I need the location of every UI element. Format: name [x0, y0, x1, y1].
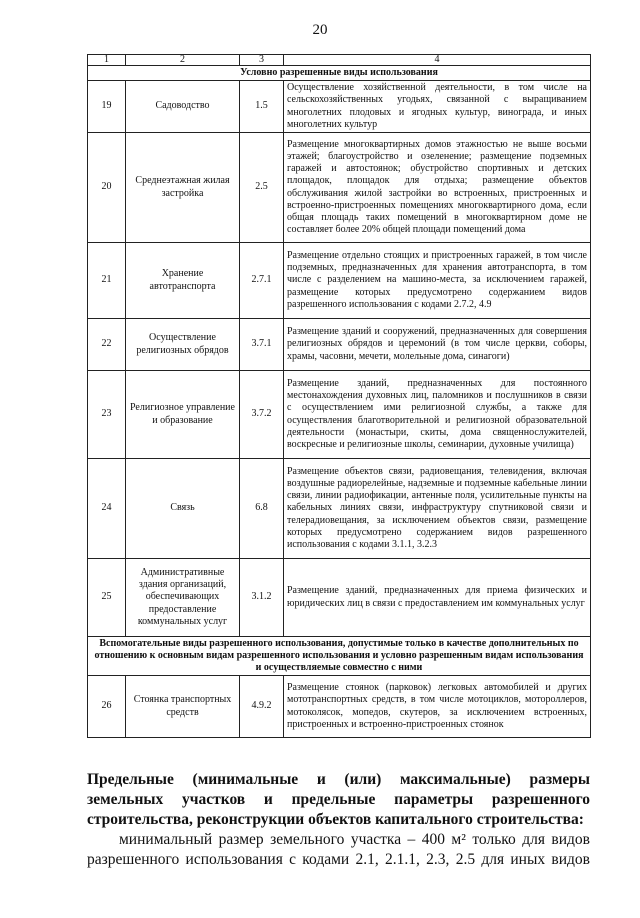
row-use-code: 1.5: [240, 81, 284, 133]
row-use-code: 6.8: [240, 459, 284, 559]
land-use-table: [87, 54, 591, 738]
row-use-name: Административные здания организаций, обеспечивающих предоставление коммунальных услуг: [126, 559, 240, 637]
table-row: [88, 459, 591, 559]
row-use-name: Связь: [126, 459, 240, 559]
page-number: 20: [312, 22, 328, 38]
section-title-auxiliary: Вспомогательные виды разрешенного использования, допустимые только в качестве дополнительных по отношению к основным видам разрешенного использования и условно разрешенным видам использования и осуществляемые совместно с ними: [88, 637, 591, 676]
header-col-4: 4: [284, 55, 591, 66]
row-use-description: Размещение объектов связи, радиовещания, телевидения, включая воздушные радиорелейные, надземные и подземные кабельные линии связи, линии радиофикации, антенные поля, усилительные пункты на кабельных линиях связи, инфраструктуру спутниковой связи и телерадиовещания, за исключением объектов связи, размещение которых предусмотрено содержанием видов разрешенного использования с кодами 3.1.1, 3.2.3: [284, 459, 591, 559]
parameters-heading-line: Предельные (минимальные и (или) максимальные) размеры: [87, 771, 590, 788]
row-use-description: Размещение зданий, предназначенных для постоянного местонахождения духовных лиц, паломников и послушников в связи с осуществлением ими религиозной службы, а также для осуществления благотворительной и религиозной образовательной деятельности (монастыри, скиты, дома священнослужителей, воскресные и религиозные школы, семинарии, духовные училища): [284, 371, 591, 459]
row-number: 23: [88, 371, 126, 459]
row-number: 26: [88, 676, 126, 738]
row-number: 19: [88, 81, 126, 133]
row-use-code: 3.7.1: [240, 319, 284, 371]
row-use-code: 4.9.2: [240, 676, 284, 738]
row-use-name: Садоводство: [126, 81, 240, 133]
row-use-name: Среднеэтажная жилая застройка: [126, 133, 240, 243]
header-col-3: 3: [240, 55, 284, 66]
parameters-heading-line: строительства, реконструкции объектов капитального строительства:: [87, 811, 584, 828]
row-number: 20: [88, 133, 126, 243]
table-row: [88, 133, 591, 243]
table-row: [88, 81, 591, 133]
table-row: [88, 319, 591, 371]
row-use-code: 3.7.2: [240, 371, 284, 459]
table-row: [88, 676, 591, 738]
section-title-conditional: Условно разрешенные виды использования: [88, 66, 591, 81]
row-use-description: Размещение стоянок (парковок) легковых автомобилей и других мототранспортных средств, в том числе мотоциклов, мотороллеров, мотоколясок, мопедов, скутеров, за исключением встроенных, пристроенных и встроенно-пристроенных стоянок: [284, 676, 591, 738]
table-header-row: [88, 55, 591, 66]
row-use-code: 3.1.2: [240, 559, 284, 637]
table-row: [88, 243, 591, 319]
row-use-description: Размещение многоквартирных домов этажностью не выше восьми этажей; благоустройство и озеленение; размещение подземных гаражей и автостоянок; обустройство спортивных и детских площадок, площадок для отдыха; размещение объектов обслуживания жилой застройки во встроенных, пристроенных и встроенно-пристроенных помещениях многоквартирного дома, если общая площадь таких помещений в многоквартирном доме не составляет более 20% общей площади помещений дома: [284, 133, 591, 243]
row-use-name: Стоянка транспортных средств: [126, 676, 240, 738]
header-col-2: 2: [126, 55, 240, 66]
parameters-text-line: разрешенного использования с кодами 2.1, 2.1.1, 2.3, 2.5 для иных видов: [87, 851, 590, 868]
parameters-heading-line: земельных участков и предельные параметры разрешенного: [87, 791, 590, 808]
row-number: 21: [88, 243, 126, 319]
header-col-1: 1: [88, 55, 126, 66]
row-number: 25: [88, 559, 126, 637]
row-use-name: Осуществление религиозных обрядов: [126, 319, 240, 371]
row-use-description: Размещение зданий и сооружений, предназначенных для совершения религиозных обрядов и церемоний (в том числе церкви, соборы, храмы, часовни, мечети, молельные дома, синагоги): [284, 319, 591, 371]
table-row: [88, 371, 591, 459]
row-use-description: Осуществление хозяйственной деятельности, в том числе на сельскохозяйственных угодьях, связанной с выращиванием многолетних плодовых и ягодных культур, винограда, и иных многолетних культур: [284, 81, 591, 133]
row-use-code: 2.5: [240, 133, 284, 243]
section-conditional-row: [88, 66, 591, 81]
section-auxiliary-row: [88, 637, 591, 676]
row-number: 24: [88, 459, 126, 559]
row-use-description: Размещение отдельно стоящих и пристроенных гаражей, в том числе подземных, предназначенных для хранения автотранспорта, в том числе с разделением на машино-места, за исключением гаражей, размещение которых предусмотрено содержанием видов разрешенного использования с кодами 2.7.2, 4.9: [284, 243, 591, 319]
row-use-name: Хранение автотранспорта: [126, 243, 240, 319]
row-use-description: Размещение зданий, предназначенных для приема физических и юридических лиц в связи с предоставлением им коммунальных услуг: [284, 559, 591, 637]
parameters-text-line: минимальный размер земельного участка – 400 м² только для видов: [119, 831, 590, 848]
parameters-section: [87, 770, 590, 870]
row-number: 22: [88, 319, 126, 371]
row-use-code: 2.7.1: [240, 243, 284, 319]
table-row: [88, 559, 591, 637]
row-use-name: Религиозное управление и образование: [126, 371, 240, 459]
